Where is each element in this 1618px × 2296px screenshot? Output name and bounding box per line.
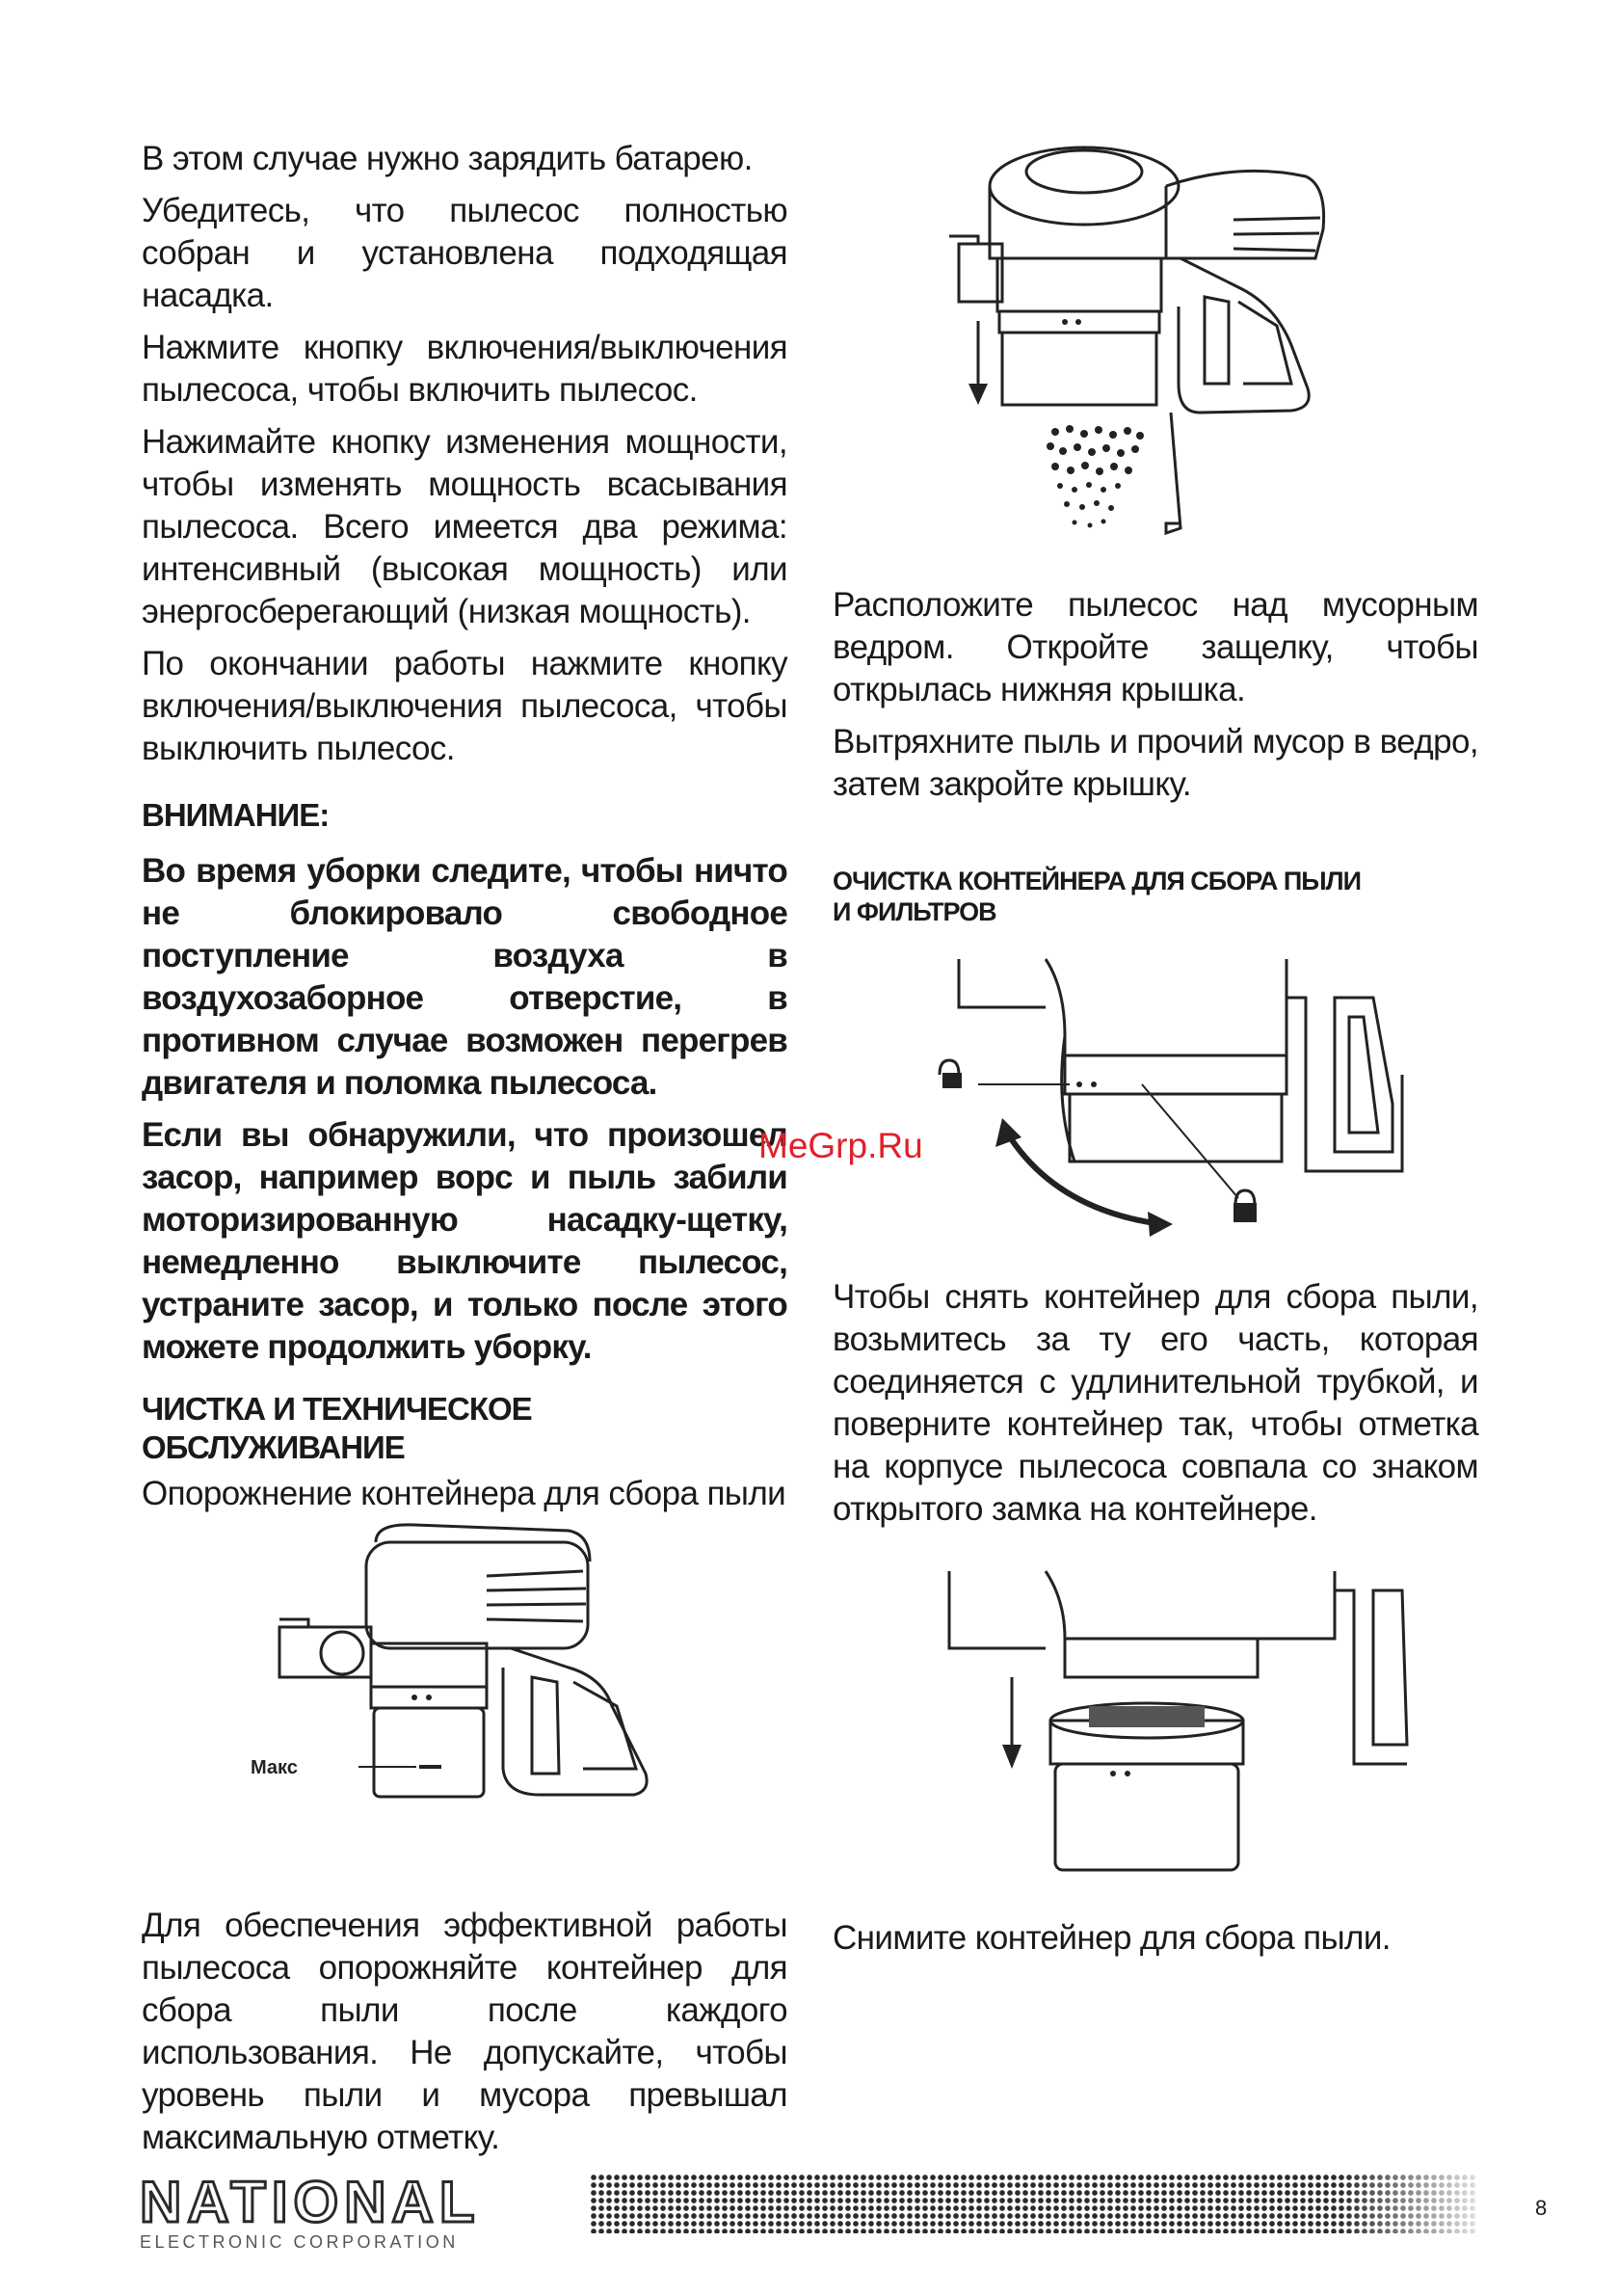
footer-dot-fade — [1339, 2174, 1484, 2233]
figure-remove-container — [949, 1571, 1412, 1884]
figure-empty-dust-container — [949, 143, 1354, 547]
page-number: 8 — [1535, 2196, 1548, 2220]
paragraph: Снимите контейнер для сбора пыли. — [833, 1919, 1391, 1957]
right-text-2 — [833, 1276, 1478, 1531]
subheading-line: И ФИЛЬТРОВ — [833, 897, 996, 926]
paragraph: В этом случае нужно зарядить батарею. — [142, 140, 753, 177]
figure-vacuum-max-level — [251, 1523, 675, 1812]
left-bottom-text — [142, 1905, 787, 2159]
right-text-3 — [833, 1917, 1478, 1960]
right-subheading — [833, 866, 1478, 927]
warning-paragraph: Если вы обнаружили, что произошел засор, например ворс и пыль забили моторизированную насадку-щетку, немедленно выключите пылесос, устраните засор, и только после этого можете продолжить уборку. — [142, 1116, 787, 1366]
section-block — [142, 1390, 787, 1515]
paragraph: Убедитесь, что пылесос полностью собран и установлена подходящая насадка. — [142, 192, 787, 314]
paragraph: Чтобы снять контейнер для сбора пыли, возьмитесь за ту его часть, которая соединяется с удлинительной трубкой, и поверните контейнер так, чтобы отметка на корпусе пылесоса совпала со знаком открытого замка на контейнере. — [833, 1278, 1478, 1528]
figure-twist-container — [920, 959, 1412, 1248]
paragraph: Нажмите кнопку включения/выключения пылесоса, чтобы включить пылесос. — [142, 329, 787, 409]
warning-heading: ВНИМАНИЕ: — [142, 797, 330, 833]
warning-block — [142, 796, 787, 1369]
section-heading: ЧИСТКА И ТЕХНИЧЕСКОЕ ОБСЛУЖИВАНИЕ — [142, 1391, 532, 1465]
max-label: Макс — [251, 1757, 298, 1778]
paragraph: По окончании работы нажмите кнопку включения/выключения пылесоса, чтобы выключить пылесос. — [142, 645, 787, 767]
subheading-line: ОЧИСТКА КОНТЕЙНЕРА ДЛЯ СБОРА ПЫЛИ — [833, 867, 1362, 895]
paragraph: Расположите пылесос над мусорным ведром. Откройте защелку, чтобы открылась нижняя крышка. — [833, 586, 1478, 708]
paragraph: Вытряхните пыль и прочий мусор в ведро, затем закройте крышку. — [833, 723, 1478, 803]
paragraph: Нажимайте кнопку изменения мощности, чтобы изменять мощность всасывания пылесоса. Всего имеется два режима: интенсивный (высокая мощность) или энергосберегающий (низкая мощность). — [142, 423, 787, 630]
right-text-1 — [833, 584, 1478, 806]
section-subtitle: Опорожнение контейнера для сбора пыли — [142, 1475, 786, 1512]
paragraph: Для обеспечения эффективной работы пылесоса опорожняйте контейнер для сбора пыли после каждого использования. Не допускайте, чтобы уровень пыли и мусора превышал максимальную отметку. — [142, 1907, 787, 2156]
watermark: MeGrp.Ru — [758, 1126, 923, 1165]
warning-paragraph: Во время уборки следите, чтобы ничто не блокировало свободное поступление воздуха в воздухозаборное отверстие, в противном случае возможен перегрев двигателя и поломка пылесоса. — [142, 852, 787, 1102]
logo-main-text: NATIONAL — [140, 2170, 481, 2234]
left-top-text — [142, 138, 787, 770]
brand-logo — [140, 2170, 481, 2252]
logo-sub-text: ELECTRONIC CORPORATION — [140, 2232, 459, 2252]
